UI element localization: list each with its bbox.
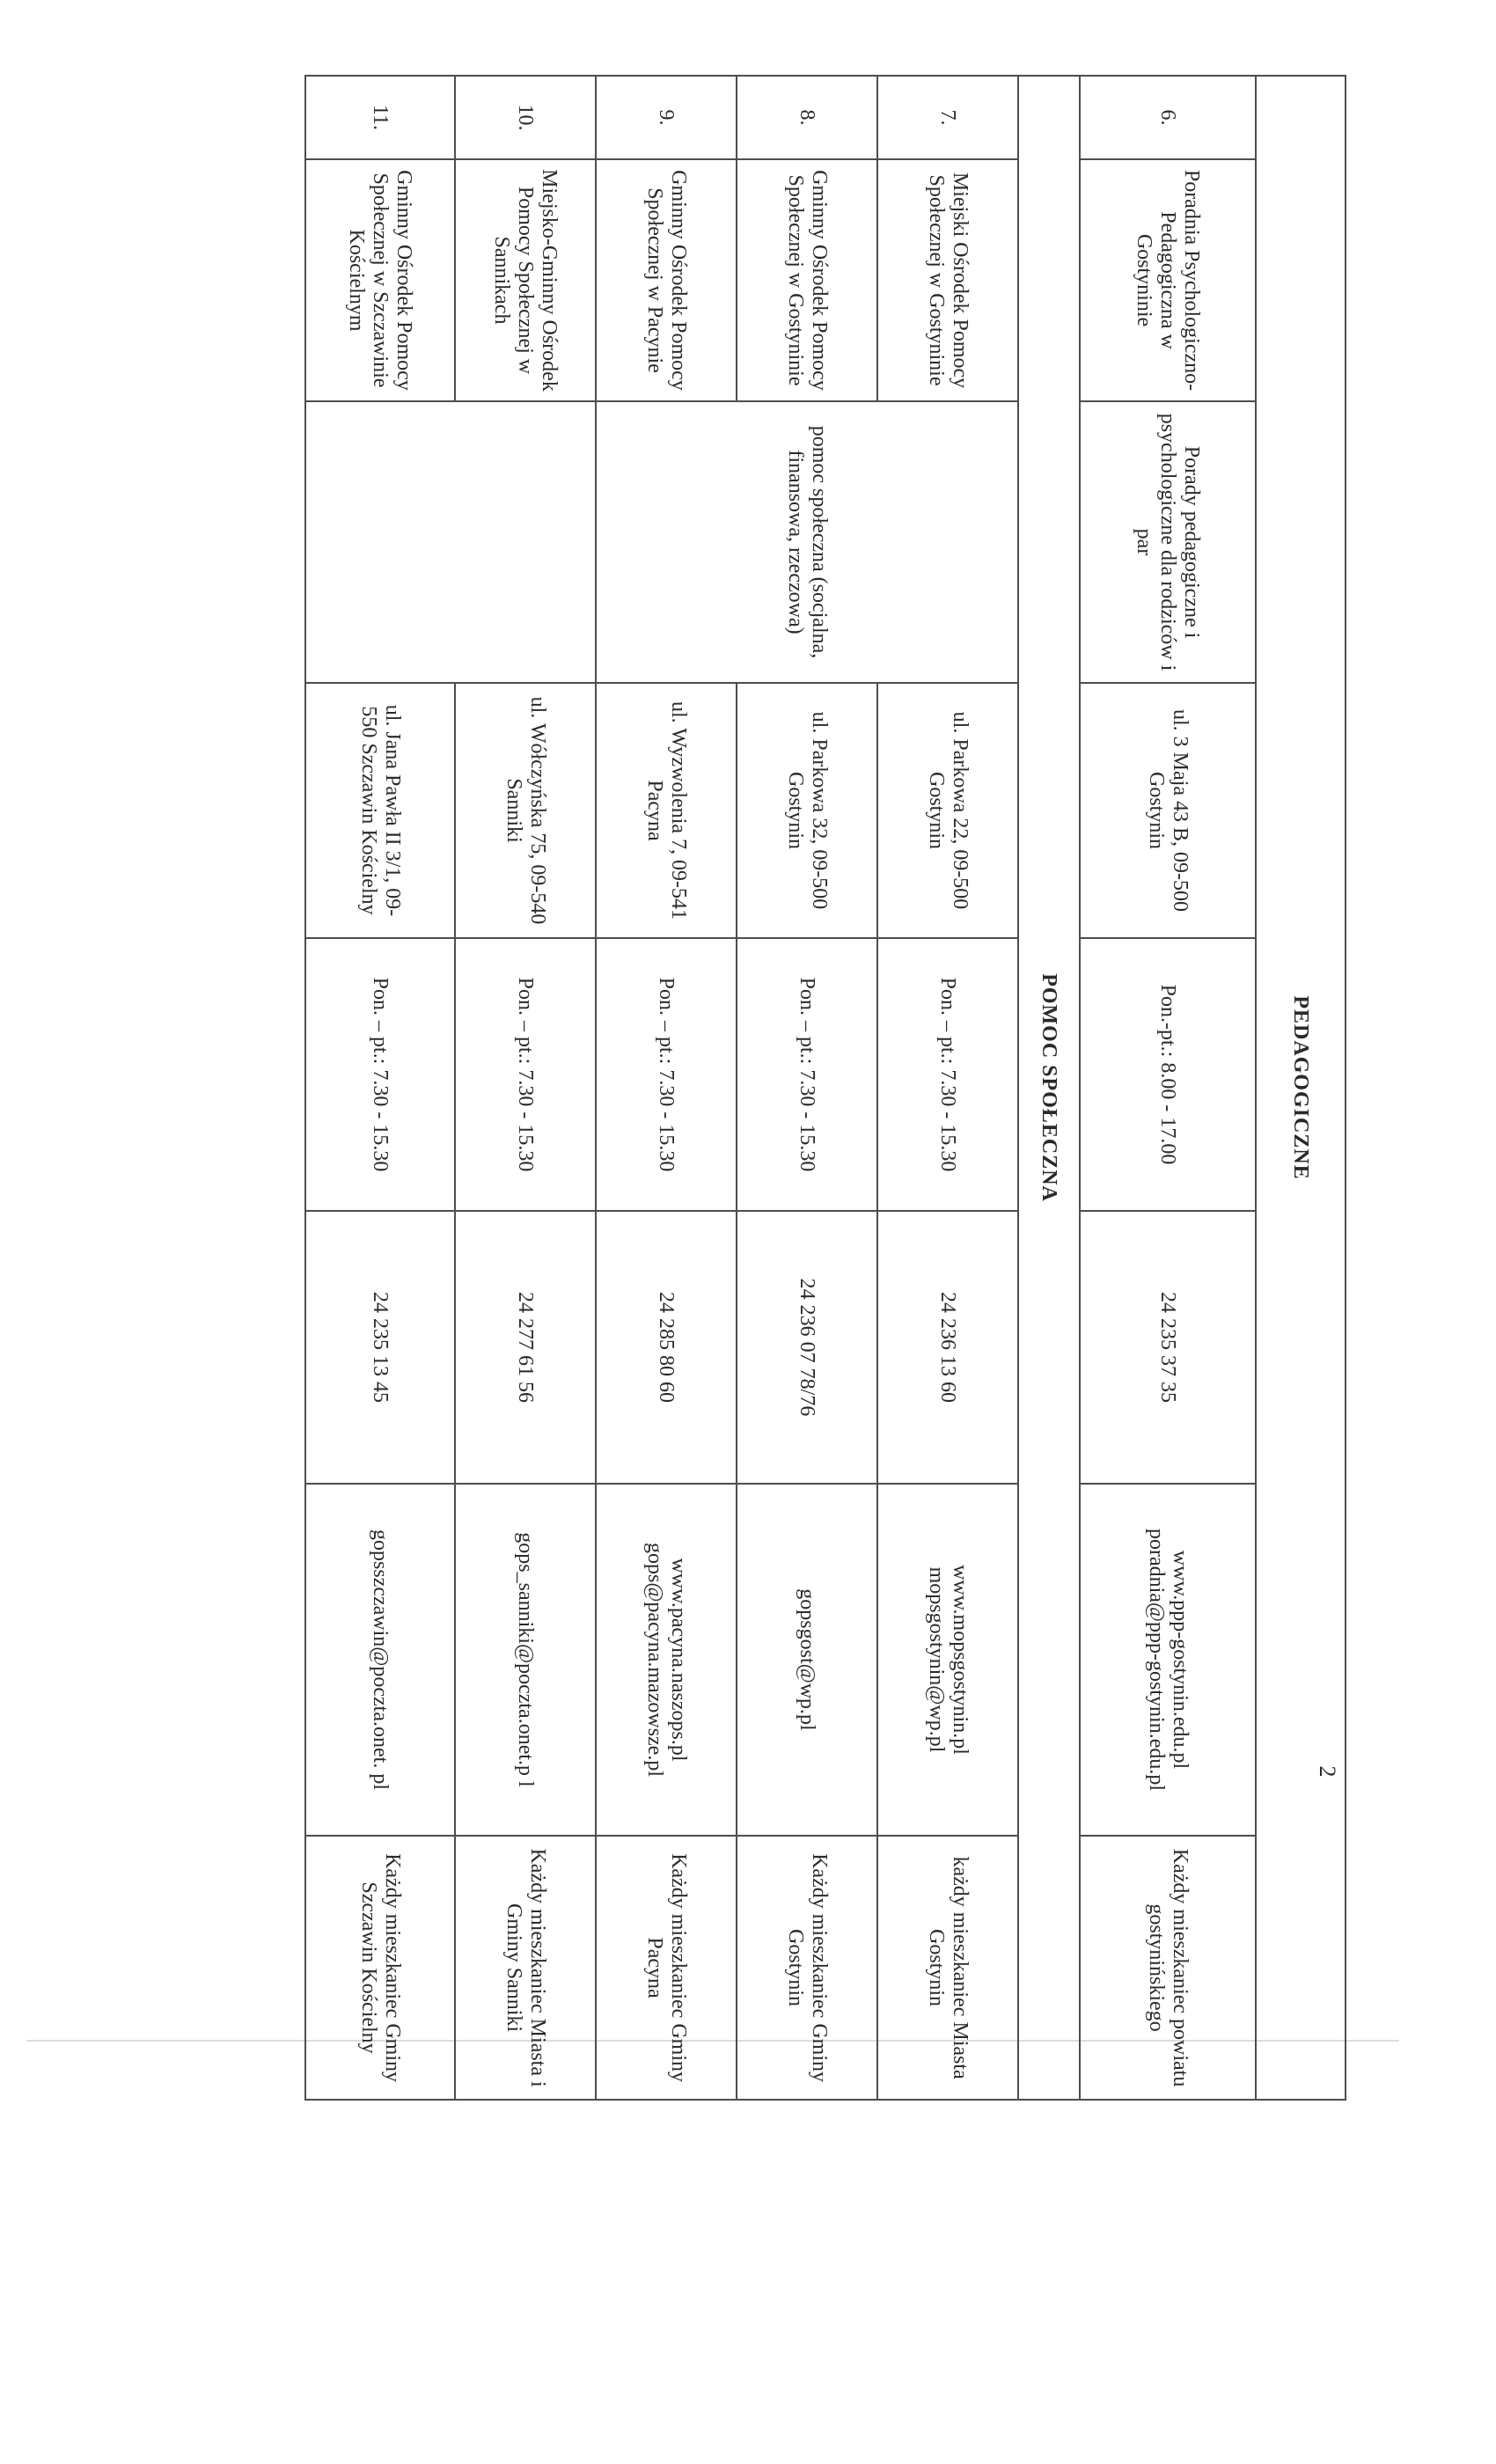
service-type-shared: pomoc społeczna (socjalna, finansowa, rzeczowa) bbox=[596, 401, 1018, 683]
service-type: Porady pedagogiczne i psychologiczne dla rodziców i par bbox=[1080, 401, 1256, 683]
institution-name: Gminny Ośrodek Pomocy Społecznej w Pacynie bbox=[596, 159, 737, 401]
row-number: 9. bbox=[596, 76, 737, 159]
eligibility: Każdy mieszkaniec Gminy Szczawin Kościelny bbox=[305, 1836, 455, 2100]
contact-web-email: gops_sanniki@poczta.onet.p l bbox=[455, 1484, 596, 1836]
row-number: 7. bbox=[877, 76, 1018, 159]
eligibility: Każdy mieszkaniec powiatu gostynińskiego bbox=[1080, 1836, 1256, 2100]
contact-web-email: gopsszczawin@poczta.onet. pl bbox=[305, 1484, 455, 1836]
opening-hours: Pon. – pt.: 7.30 - 15.30 bbox=[737, 938, 877, 1211]
section-title-pedagogiczne: PEDAGOGICZNE bbox=[1256, 76, 1346, 2100]
address: ul. Wółczyńska 75, 09-540 Sanniki bbox=[455, 683, 596, 938]
phone-number: 24 235 37 35 bbox=[1080, 1211, 1256, 1484]
row-number: 8. bbox=[737, 76, 877, 159]
institution-name: Poradnia Psychologiczno-Pedagogiczna w Gostyninie bbox=[1080, 159, 1256, 401]
institution-name: Miejsko-Gminny Ośrodek Pomocy Społecznej w Sannikach bbox=[455, 159, 596, 401]
table-row bbox=[455, 76, 596, 2100]
table-row bbox=[877, 76, 1018, 2100]
opening-hours: Pon. – pt.: 7.30 - 15.30 bbox=[305, 938, 455, 1211]
opening-hours: Pon. – pt.: 7.30 - 15.30 bbox=[877, 938, 1018, 1211]
section-header-row bbox=[1256, 76, 1346, 2100]
institution-name: Gminny Ośrodek Pomocy Społecznej w Gostyninie bbox=[737, 159, 877, 401]
address: ul. Parkowa 32, 09-500 Gostynin bbox=[737, 683, 877, 938]
opening-hours: Pon. – pt.: 7.30 - 15.30 bbox=[455, 938, 596, 1211]
address: ul. 3 Maja 43 B, 09-500 Gostynin bbox=[1080, 683, 1256, 938]
row-number: 6. bbox=[1080, 76, 1256, 159]
institution-name: Gminny Ośrodek Pomocy Społecznej w Szczawinie Kościelnym bbox=[305, 159, 455, 401]
eligibility: Każdy mieszkaniec Gminy Gostynin bbox=[737, 1836, 877, 2100]
contact-web-email: www.mopsgostynin.pl mopsgostynin@wp.pl bbox=[877, 1484, 1018, 1836]
address: ul. Wyzwolenia 7, 09-541 Pacyna bbox=[596, 683, 737, 938]
contact-web-email: www.pacyna.naszops.pl gops@pacyna.mazowsze.pl bbox=[596, 1484, 737, 1836]
section-title-pomoc-spoleczna: POMOC SPOŁECZNA bbox=[1018, 76, 1080, 2100]
phone-number: 24 285 80 60 bbox=[596, 1211, 737, 1484]
address: ul. Jana Pawła II 3/1, 09-550 Szczawin Kościelny bbox=[305, 683, 455, 938]
opening-hours: Pon. – pt.: 7.30 - 15.30 bbox=[596, 938, 737, 1211]
address: ul. Parkowa 22, 09-500 Gostynin bbox=[877, 683, 1018, 938]
opening-hours: Pon.-pt.: 8.00 - 17.00 bbox=[1080, 938, 1256, 1211]
eligibility: Każdy mieszkaniec Gminy Pacyna bbox=[596, 1836, 737, 2100]
table-row bbox=[1080, 76, 1256, 2100]
table-row bbox=[737, 76, 877, 2100]
institution-name: Miejski Ośrodek Pomocy Społecznej w Gostyninie bbox=[877, 159, 1018, 401]
eligibility: każdy mieszkaniec Miasta Gostynin bbox=[877, 1836, 1018, 2100]
contact-web-email: www.ppp-gostynin.edu.pl poradnia@ppp-gostynin.edu.pl bbox=[1080, 1484, 1256, 1836]
phone-number: 24 277 61 56 bbox=[455, 1211, 596, 1484]
table-row bbox=[305, 76, 455, 2100]
services-table bbox=[304, 75, 1346, 2101]
rotated-table-container bbox=[308, 75, 1346, 2099]
contact-web-email: gopsgost@wp.pl bbox=[737, 1484, 877, 1836]
eligibility: Każdy mieszkaniec Miasta i Gminy Sanniki bbox=[455, 1836, 596, 2100]
phone-number: 24 236 07 78/76 bbox=[737, 1211, 877, 1484]
phone-number: 24 236 13 60 bbox=[877, 1211, 1018, 1484]
phone-number: 24 235 13 45 bbox=[305, 1211, 455, 1484]
section-header-row bbox=[1018, 76, 1080, 2100]
service-type-empty bbox=[305, 401, 596, 683]
row-number: 11. bbox=[305, 76, 455, 159]
page-number: 2 bbox=[1315, 1765, 1340, 1778]
table-row bbox=[596, 76, 737, 2100]
row-number: 10. bbox=[455, 76, 596, 159]
